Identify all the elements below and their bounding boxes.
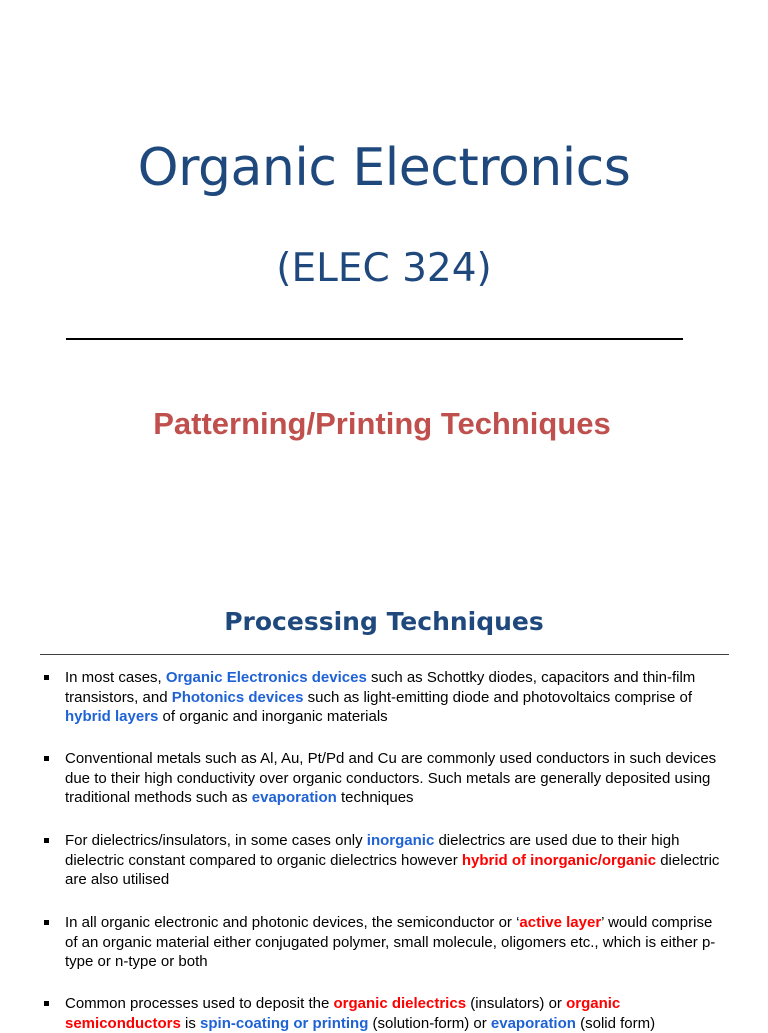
title-divider [66,338,683,340]
highlighted-term: Photonics devices [171,688,304,706]
highlighted-term: active layer [519,914,602,931]
highlighted-term: evaporation [251,789,337,806]
text-segment: such as light-emitting diode and photovoltaics comprise of [303,688,692,706]
highlighted-term: organic semiconductors [65,995,621,1032]
text-segment: dielectric are also utilised [65,851,720,888]
text-segment: (solution-form) or [368,1014,491,1032]
text-segment: Common processes used to deposit the [65,995,334,1012]
text-segment: such as Schottky diodes, capacitors and thin-film transistors, and [65,669,696,706]
course-code: (ELEC 324) [276,246,492,291]
square-bullet-icon [44,756,49,761]
text-segment: ’ would comprise of an organic material either conjugated polymer, small molecule, oligomers etc., which is either p-type or n-type or both [65,914,716,970]
text-segment: of organic and inorganic materials [158,708,388,725]
section-heading: Processing Techniques [224,607,544,636]
bullet-text [65,831,727,890]
highlighted-term: organic dielectrics [333,995,467,1012]
bullet-text [65,913,727,972]
square-bullet-icon [44,838,49,843]
highlighted-term: evaporation [490,1014,576,1032]
highlighted-term: spin-coating or printing [200,1014,369,1032]
text-segment: For dielectrics/insulators, in some cases only [65,832,367,849]
bullet-text [65,668,727,727]
text-segment: In all organic electronic and photonic devices, the semiconductor or ‘ [65,914,520,931]
square-bullet-icon [44,1001,49,1006]
text-segment: (solid form) [575,1014,656,1032]
text-segment: Conventional metals such as Al, Au, Pt/Pd and Cu are commonly used conductors in such devices due to their high conductivity over organic conductors. Such metals are generally deposited using traditional methods such as [65,750,717,806]
text-segment: techniques [336,789,414,806]
highlighted-term: Organic Electronics devices [165,669,367,686]
highlighted-term: hybrid layers [65,708,159,725]
text-segment: dielectrics are used due to their high dielectric constant compared to organic dielectrics however [65,832,680,869]
heading-divider [40,654,729,655]
highlighted-term: hybrid of inorganic/organic [461,851,657,869]
square-bullet-icon [44,920,49,925]
bullet-text [65,749,727,808]
slide-subtitle: Patterning/Printing Techniques [153,406,611,441]
text-segment: (insulators) or [466,995,567,1012]
text-segment: is [180,1014,201,1032]
text-segment: In most cases, [65,669,166,686]
square-bullet-icon [44,675,49,680]
slide-title: Organic Electronics [137,138,631,198]
bullet-text [65,994,727,1033]
highlighted-term: inorganic [366,832,435,849]
